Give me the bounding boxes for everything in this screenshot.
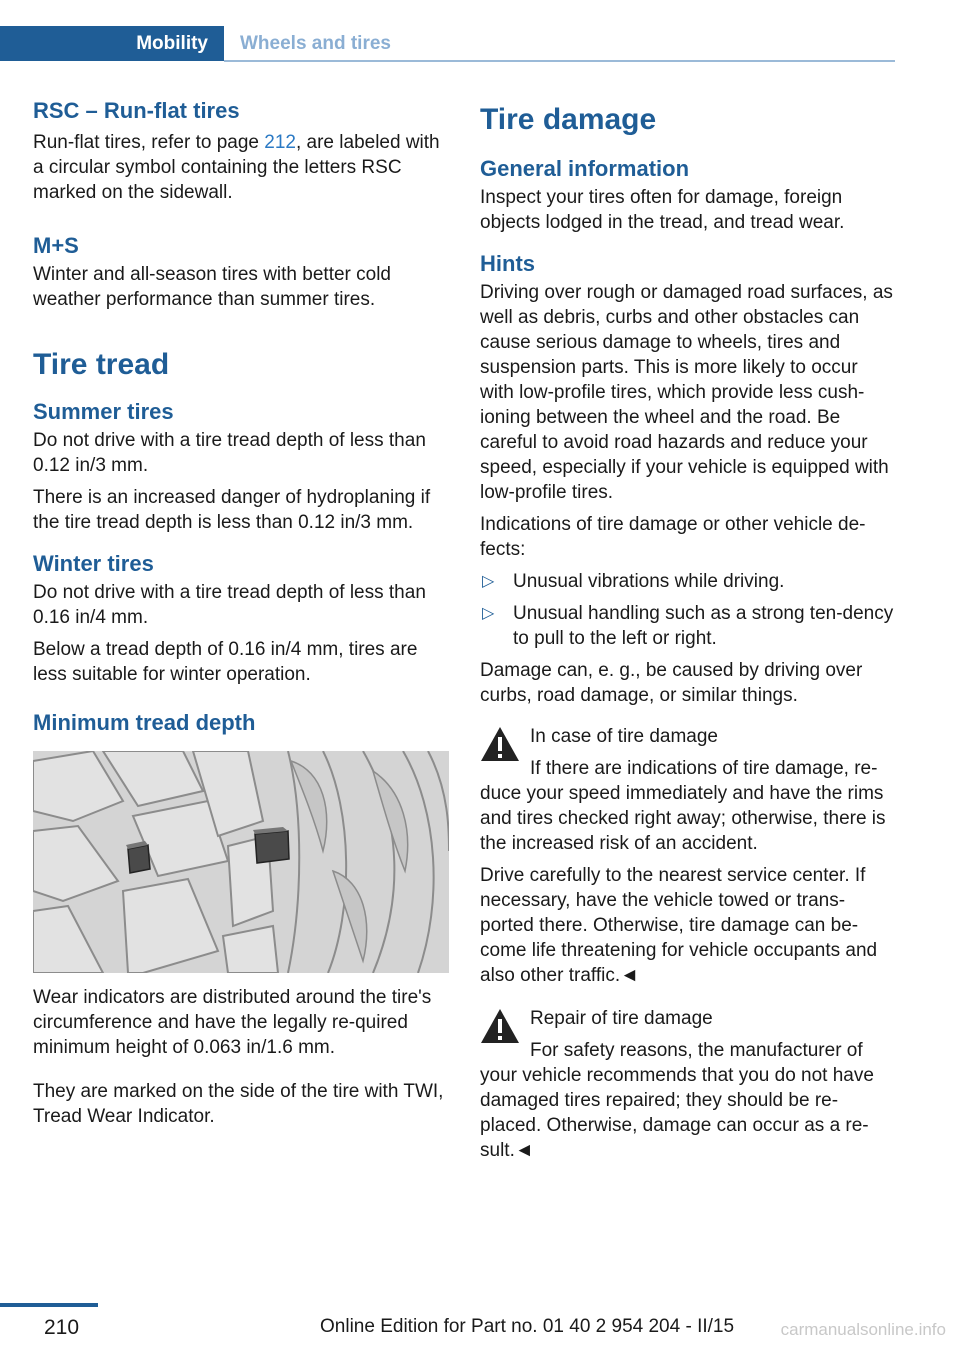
tab-mobility[interactable]: Mobility — [0, 26, 224, 61]
footer-rule — [0, 1303, 98, 1307]
rsc-text-after: , are labeled with a circular symbol containing the letters RSC marked on the sidewall. — [33, 132, 440, 203]
header-tabs — [0, 26, 895, 62]
rsc-text-before: Run-flat tires, refer to page — [33, 132, 265, 153]
general-information-heading: General information — [480, 156, 690, 181]
warning-2-text: For safety reasons, the manufacturer of your vehicle recommends that you do not have damaged tires repaired; they should be re‐placed. Otherwise, damage can occur as a re‐sult.◄ — [480, 1040, 874, 1161]
ms-heading: M+S — [33, 233, 79, 258]
summer-text-1: Do not drive with a tire tread depth of less than 0.12 in/3 mm. — [33, 430, 426, 476]
warning-1-title: In case of tire damage — [530, 726, 718, 747]
watermark: carmanualsonline.info — [780, 1320, 946, 1339]
warning-triangle-icon — [480, 1008, 520, 1044]
tire-damage-title: Tire damage — [480, 103, 657, 136]
rsc-heading: RSC – Run-flat tires — [33, 98, 240, 123]
page-number: 210 — [44, 1316, 80, 1339]
warning-triangle-icon — [480, 726, 520, 762]
summer-text-2: There is an increased danger of hydroplaning if the tire tread depth is less than 0.12 in/3 mm. — [33, 487, 431, 533]
warning-2-title: Repair of tire damage — [530, 1008, 713, 1029]
summer-tires-heading: Summer tires — [33, 399, 174, 424]
triangle-right-icon: ▷ — [482, 573, 495, 590]
warning-tire-damage — [480, 724, 894, 988]
right-column — [480, 98, 894, 1163]
damage-indication-list — [480, 569, 894, 651]
warning-repair-tire-damage — [480, 1006, 894, 1163]
left-column — [33, 98, 449, 1129]
winter-tires-heading: Winter tires — [33, 551, 154, 576]
list-item — [480, 601, 894, 651]
list-item — [480, 569, 894, 594]
hints-text: Driving over rough or damaged road surfaces, as well as debris, curbs and other obstacles can cause serious damage to wheels, tires and suspension parts. This is more likely to occur with low-profile tires, which provide less cush‐ioning between the wheel and the road. Be careful to avoid road hazards and reduce your speed, especially if your vehicle is equipped with low-profile tires. — [480, 282, 893, 503]
warning-1-text: If there are indications of tire damage, re‐duce your speed immediately and have the rims and tires checked right away; otherwise, there is the increased risk of an accident. — [480, 758, 886, 854]
list-item-text: Unusual vibrations while driving. — [513, 571, 785, 592]
damage-cause-text: Damage can, e. g., be caused by driving over curbs, road damage, or similar things. — [480, 660, 863, 706]
triangle-right-icon: ▷ — [482, 605, 495, 622]
rsc-text — [33, 130, 449, 205]
tab-wheels-and-tires[interactable]: Wheels and tires — [240, 33, 391, 54]
tire-tread-title: Tire tread — [33, 348, 170, 381]
wear-indicator-text-1: Wear indicators are distributed around the tire's circumference and have the legally re‐quired minimum height of 0.063 in/1.6 mm. — [33, 987, 432, 1058]
minimum-tread-depth-heading: Minimum tread depth — [33, 710, 256, 735]
winter-text-1: Do not drive with a tire tread depth of less than 0.16 in/4 mm. — [33, 582, 426, 628]
tire-tread-drawing — [33, 751, 449, 973]
tread-wear-indicator-illustration — [33, 751, 449, 973]
header-rule — [224, 60, 895, 62]
general-information-text: Inspect your tires often for damage, foreign objects lodged in the tread, and tread wear. — [480, 187, 845, 233]
indications-text: Indications of tire damage or other vehicle de‐fects: — [480, 514, 866, 560]
winter-text-2: Below a tread depth of 0.16 in/4 mm, tires are less suitable for winter operation. — [33, 639, 418, 685]
ms-text: Winter and all-season tires with better cold weather performance than summer tires. — [33, 264, 391, 310]
edition-text: Online Edition for Part no. 01 40 2 954 204 - II/15 — [320, 1316, 735, 1337]
hints-heading: Hints — [480, 251, 535, 276]
page-link-212[interactable]: 212 — [264, 132, 296, 153]
wear-indicator-text-2: They are marked on the side of the tire with TWI, Tread Wear Indicator. — [33, 1081, 444, 1127]
warning-1-text-2: Drive carefully to the nearest service center. If necessary, have the vehicle towed or trans‐ported there. Otherwise, tire damage can be‐come life threatening for vehicle occupants and also other traffic.◄ — [480, 865, 878, 986]
list-item-text: Unusual handling such as a strong ten‐dency to pull to the left or right. — [513, 603, 894, 649]
